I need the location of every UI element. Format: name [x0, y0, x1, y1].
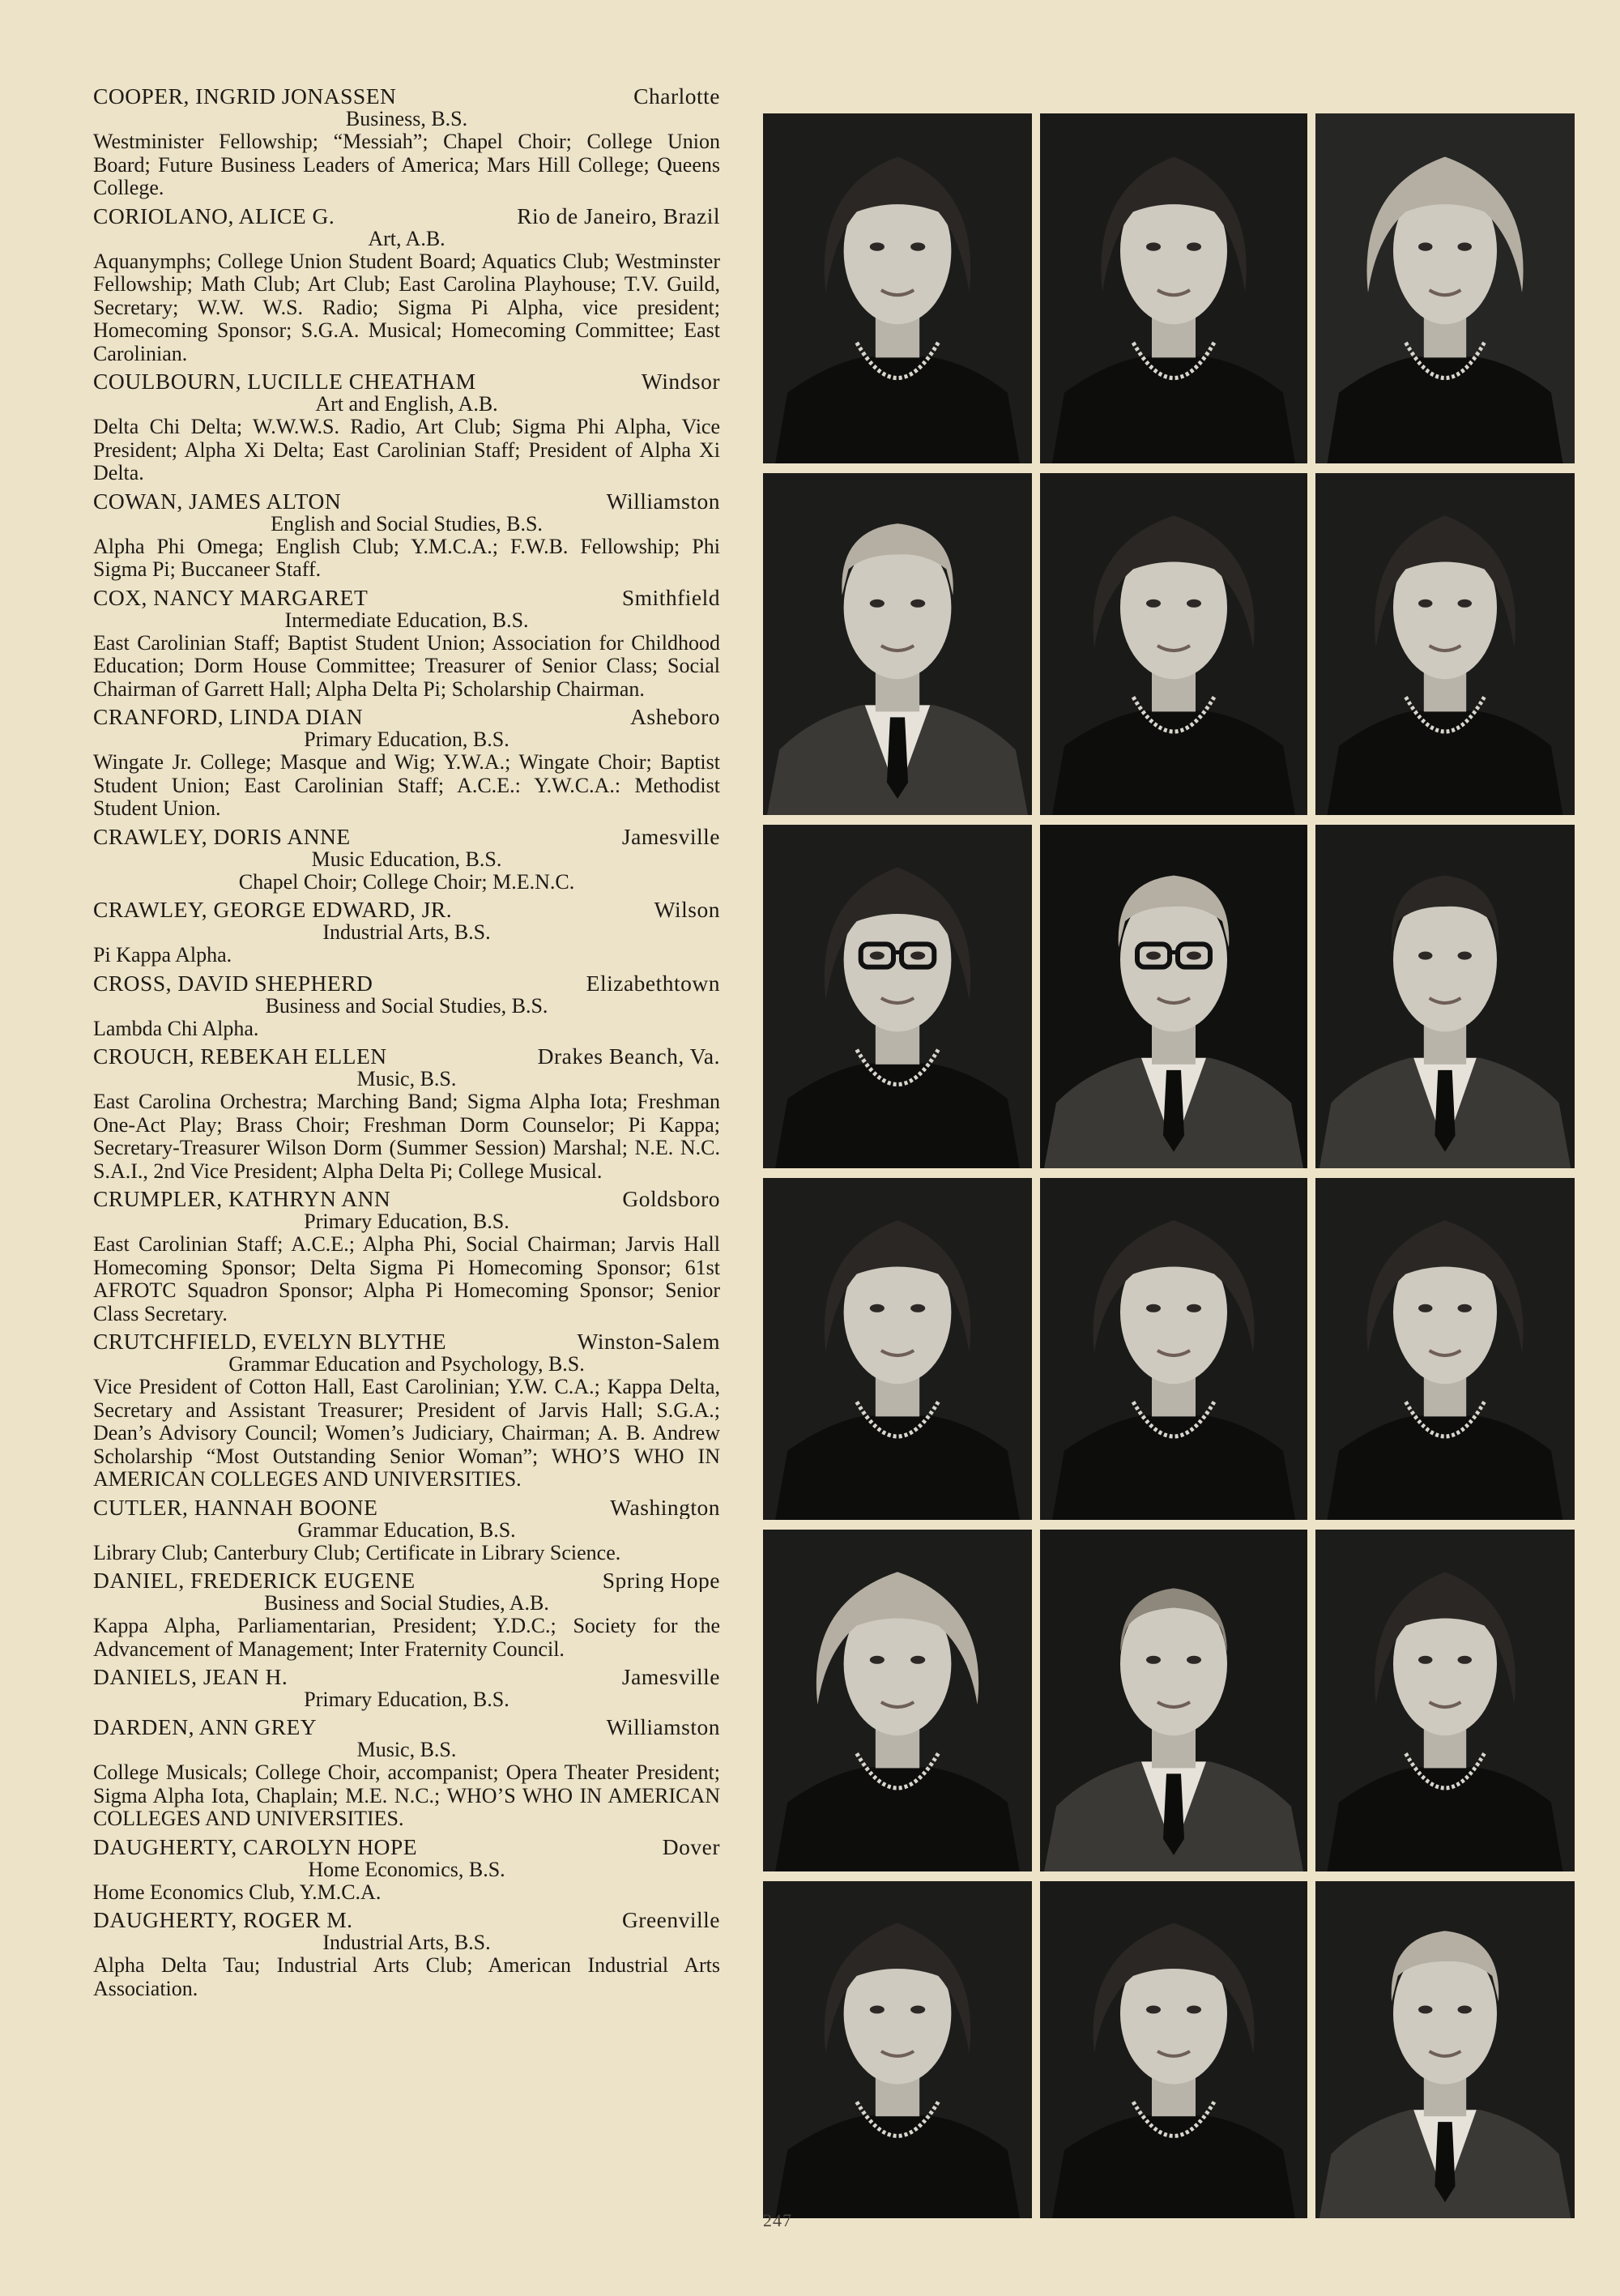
- activities: Lambda Chi Alpha.: [93, 1016, 259, 1040]
- degree: Primary Education, B.S.: [304, 1210, 509, 1233]
- student-name: CORIOLANO, ALICE G.: [93, 203, 335, 228]
- portrait-image: [1315, 1530, 1575, 1871]
- activities: East Carolinian Staff; A.C.E.; Alpha Phi, Social Chairman; Jarvis Hall Homecoming Sponsor; Delta Sigma Pi Homecoming Sponsor; 61st AFROTC Squadron Sponsor; Alpha Pi Homecoming Sponsor; Senior Class Secretary.: [93, 1232, 720, 1325]
- portrait-image: [1040, 825, 1307, 1168]
- portrait-image: [763, 825, 1032, 1168]
- portrait-photo: [763, 1530, 1032, 1871]
- name-line: [93, 84, 720, 108]
- portrait-photo: [1315, 113, 1575, 463]
- name-line: [93, 1835, 720, 1859]
- page-number: 247: [763, 2210, 792, 2230]
- portrait-image: [1040, 473, 1307, 815]
- name-line: [93, 825, 720, 848]
- activities: Delta Chi Delta; W.W.W.S. Radio, Art Club; Sigma Phi Alpha, Vice President; Alpha Xi Delta; East Carolinian Staff; President of Alpha Xi Delta.: [93, 415, 720, 484]
- student-entry: [93, 825, 720, 894]
- portrait-image: [1040, 1881, 1307, 2218]
- name-line: [93, 1715, 720, 1739]
- student-name: CRANFORD, LINDA DIAN: [93, 705, 364, 728]
- degree: Intermediate Education, B.S.: [284, 608, 529, 632]
- hometown: Wilson: [654, 898, 720, 921]
- portrait-image: [1315, 473, 1575, 815]
- degree: English and Social Studies, B.S.: [271, 511, 543, 536]
- student-name: CROUCH, REBEKAH ELLEN: [93, 1044, 387, 1068]
- activities: Wingate Jr. College; Masque and Wig; Y.W.A.; Wingate Choir; Baptist Student Union; East Carolinian Staff; A.C.E.: Y.W.C.A.: Methodist Student Union.: [93, 750, 720, 820]
- degree: Art and English, A.B.: [315, 392, 498, 416]
- degree: Grammar Education, B.S.: [297, 1517, 516, 1542]
- portrait-image: [1315, 1178, 1575, 1520]
- portrait-image: [763, 1530, 1032, 1871]
- portrait-image: [763, 1178, 1032, 1520]
- degree: Grammar Education and Psychology, B.S.: [228, 1352, 585, 1376]
- name-line: [93, 1044, 720, 1068]
- student-entry: [93, 1908, 720, 2000]
- hometown: Jamesville: [621, 824, 720, 848]
- portrait-photo: [1040, 113, 1307, 463]
- activities: East Carolinian Staff; Baptist Student Union; Association for Childhood Education; Dorm House Committee; Treasurer of Senior Class; Social Chairman of Garrett Hall; Alpha Delta Pi; Scholarship Chairman.: [93, 630, 720, 701]
- portrait-image: [763, 473, 1032, 815]
- portrait-image: [1315, 113, 1575, 463]
- portrait-photo: [1040, 1530, 1307, 1871]
- student-listings: [93, 84, 720, 2004]
- portrait-image: [1040, 1178, 1307, 1520]
- portrait-photo: [1040, 1178, 1307, 1520]
- activities: Chapel Choir; College Choir; M.E.N.C.: [238, 869, 575, 894]
- name-line: [93, 1496, 720, 1519]
- student-entry: [93, 1835, 720, 1905]
- degree: Business and Social Studies, A.B.: [264, 1591, 549, 1615]
- activities: Alpha Delta Tau; Industrial Arts Club; American Industrial Arts Association.: [93, 1953, 720, 2000]
- student-name: DAUGHERTY, CAROLYN HOPE: [93, 1834, 418, 1859]
- name-line: [93, 1568, 720, 1592]
- name-line: [93, 369, 720, 393]
- degree: Music, B.S.: [356, 1067, 457, 1090]
- degree: Home Economics, B.S.: [308, 1857, 505, 1881]
- student-entry: [93, 898, 720, 967]
- hometown: Williamston: [606, 1715, 720, 1739]
- hometown: Asheboro: [630, 705, 720, 728]
- portrait-photo: [1040, 473, 1307, 815]
- activities: Kappa Alpha, Parliamentarian, President; Y.D.C.; Society for the Advancement of Management; Inter Fraternity Council.: [93, 1614, 720, 1661]
- student-name: COWAN, JAMES ALTON: [93, 489, 342, 513]
- name-line: [93, 489, 720, 513]
- portrait-photo: [763, 113, 1032, 463]
- hometown: Goldsboro: [622, 1187, 720, 1210]
- student-name: DARDEN, ANN GREY: [93, 1715, 318, 1739]
- hometown: Winston-Salem: [577, 1329, 720, 1353]
- student-name: DANIELS, JEAN H.: [93, 1665, 288, 1688]
- portrait-image: [1040, 1530, 1307, 1871]
- portrait-photo: [763, 825, 1032, 1168]
- degree: Primary Education, B.S.: [304, 728, 509, 751]
- student-entry: [93, 204, 720, 366]
- student-entry: [93, 1329, 720, 1492]
- portrait-photo: [1315, 473, 1575, 815]
- name-line: [93, 1329, 720, 1353]
- portrait-photo: [763, 473, 1032, 815]
- portrait-grid: [763, 113, 1576, 2199]
- hometown: Greenville: [621, 1908, 720, 1931]
- activities: Pi Kappa Alpha.: [93, 943, 232, 967]
- hometown: Jamesville: [621, 1665, 720, 1688]
- student-entry: [93, 489, 720, 582]
- portrait-photo: [1315, 1178, 1575, 1520]
- degree: Business and Social Studies, B.S.: [265, 993, 548, 1018]
- hometown: Windsor: [641, 369, 720, 393]
- activities: Library Club; Canterbury Club; Certificate in Library Science.: [93, 1540, 621, 1564]
- name-line: [93, 705, 720, 728]
- activities: East Carolina Orchestra; Marching Band; Sigma Alpha Iota; Freshman One-Act Play; Brass Choir; Freshman Dorm Counselor; Pi Kappa; Secretary-Treasurer Wilson Dorm (Summer Session) Marshal; N.E. N.C. S.A.I., 2nd Vice President; Alpha Delta Pi; College Musical.: [93, 1090, 720, 1183]
- portrait-photo: [1315, 825, 1575, 1168]
- hometown: Smithfield: [621, 585, 720, 609]
- portrait-photo: [763, 1881, 1032, 2218]
- hometown: Rio de Janeiro, Brazil: [517, 203, 720, 228]
- student-name: DANIEL, FREDERICK EUGENE: [93, 1568, 416, 1592]
- student-entry: [93, 84, 720, 200]
- degree: Primary Education, B.S.: [304, 1688, 509, 1711]
- name-line: [93, 1187, 720, 1210]
- name-line: [93, 204, 720, 228]
- student-entry: [93, 586, 720, 702]
- student-entry: [93, 1715, 720, 1831]
- student-entry: [93, 1568, 720, 1661]
- name-line: [93, 971, 720, 995]
- portrait-image: [1315, 825, 1575, 1168]
- hometown: Drakes Beanch, Va.: [537, 1044, 720, 1068]
- student-entry: [93, 369, 720, 485]
- activities: Aquanymphs; College Union Student Board; Aquatics Club; Westminster Fellowship; Math Club; Art Club; East Carolina Playhouse; T.V. Guild, Secretary; W.W. W.S. Radio; Sigma Pi Alpha, vice president; Homecoming Sponsor; S.G.A. Musical; Homecoming Committee; East Carolinian.: [93, 249, 720, 365]
- student-entry: [93, 1187, 720, 1325]
- activities: Home Economics Club, Y.M.C.A.: [93, 1880, 382, 1904]
- portrait-image: [763, 1881, 1032, 2218]
- student-entry: [93, 971, 720, 1041]
- student-name: CRAWLEY, GEORGE EDWARD, JR.: [93, 898, 453, 921]
- hometown: Elizabethtown: [586, 971, 720, 995]
- degree: Industrial Arts, B.S.: [322, 920, 491, 944]
- degree: Business, B.S.: [345, 107, 468, 130]
- portrait-image: [1315, 1881, 1575, 2218]
- student-entry: [93, 1496, 720, 1565]
- student-name: CRAWLEY, DORIS ANNE: [93, 824, 351, 848]
- hometown: Washington: [610, 1495, 720, 1519]
- student-name: CROSS, DAVID SHEPHERD: [93, 971, 373, 995]
- hometown: Williamston: [606, 489, 720, 513]
- degree: Industrial Arts, B.S.: [322, 1931, 491, 1954]
- name-line: [93, 1665, 720, 1688]
- student-name: CRUTCHFIELD, EVELYN BLYTHE: [93, 1329, 447, 1353]
- student-entry: [93, 705, 720, 821]
- student-name: CRUMPLER, KATHRYN ANN: [93, 1187, 391, 1210]
- activities: Alpha Phi Omega; English Club; Y.M.C.A.; F.W.B. Fellowship; Phi Sigma Pi; Buccaneer Staff.: [93, 534, 720, 581]
- portrait-photo: [1315, 1881, 1575, 2218]
- name-line: [93, 586, 720, 609]
- student-name: CUTLER, HANNAH BOONE: [93, 1495, 378, 1519]
- name-line: [93, 1908, 720, 1931]
- hometown: Charlotte: [633, 84, 720, 108]
- portrait-photo: [1040, 825, 1307, 1168]
- student-entry: [93, 1044, 720, 1183]
- student-name: COOPER, INGRID JONASSEN: [93, 84, 397, 108]
- portrait-photo: [1315, 1530, 1575, 1871]
- degree: Art, A.B.: [368, 226, 446, 250]
- portrait-photo: [1040, 1881, 1307, 2218]
- hometown: Spring Hope: [602, 1568, 720, 1592]
- student-name: COULBOURN, LUCILLE CHEATHAM: [93, 369, 476, 393]
- name-line: [93, 898, 720, 921]
- activities: College Musicals; College Choir, accompanist; Opera Theater President; Sigma Alpha Iota, Chaplain; M.E. N.C.; WHO’S WHO IN AMERICAN COLLEGES AND UNIVERSITIES.: [93, 1760, 720, 1830]
- hometown: Dover: [662, 1834, 720, 1859]
- student-name: COX, NANCY MARGARET: [93, 585, 369, 609]
- degree: Music Education, B.S.: [311, 847, 502, 871]
- portrait-photo: [763, 1178, 1032, 1520]
- activities: Vice President of Cotton Hall, East Carolinian; Y.W. C.A.; Kappa Delta, Secretary and Assistant Treasurer; President of Jarvis Hall; S.G.A.; Dean’s Advisory Council; Women’s Judiciary, Chairman; A. B. Andrew Scholarship “Most Outstanding Senior Woman”; WHO’S WHO IN AMERICAN COLLEGES AND UNIVERSITIES.: [93, 1375, 720, 1491]
- student-name: DAUGHERTY, ROGER M.: [93, 1908, 353, 1931]
- activities: Westminister Fellowship; “Messiah”; Chapel Choir; College Union Board; Future Business Leaders of America; Mars Hill College; Queens College.: [93, 130, 720, 199]
- student-entry: [93, 1665, 720, 1711]
- degree: Music, B.S.: [356, 1738, 457, 1761]
- portrait-image: [763, 113, 1032, 463]
- portrait-image: [1040, 113, 1307, 463]
